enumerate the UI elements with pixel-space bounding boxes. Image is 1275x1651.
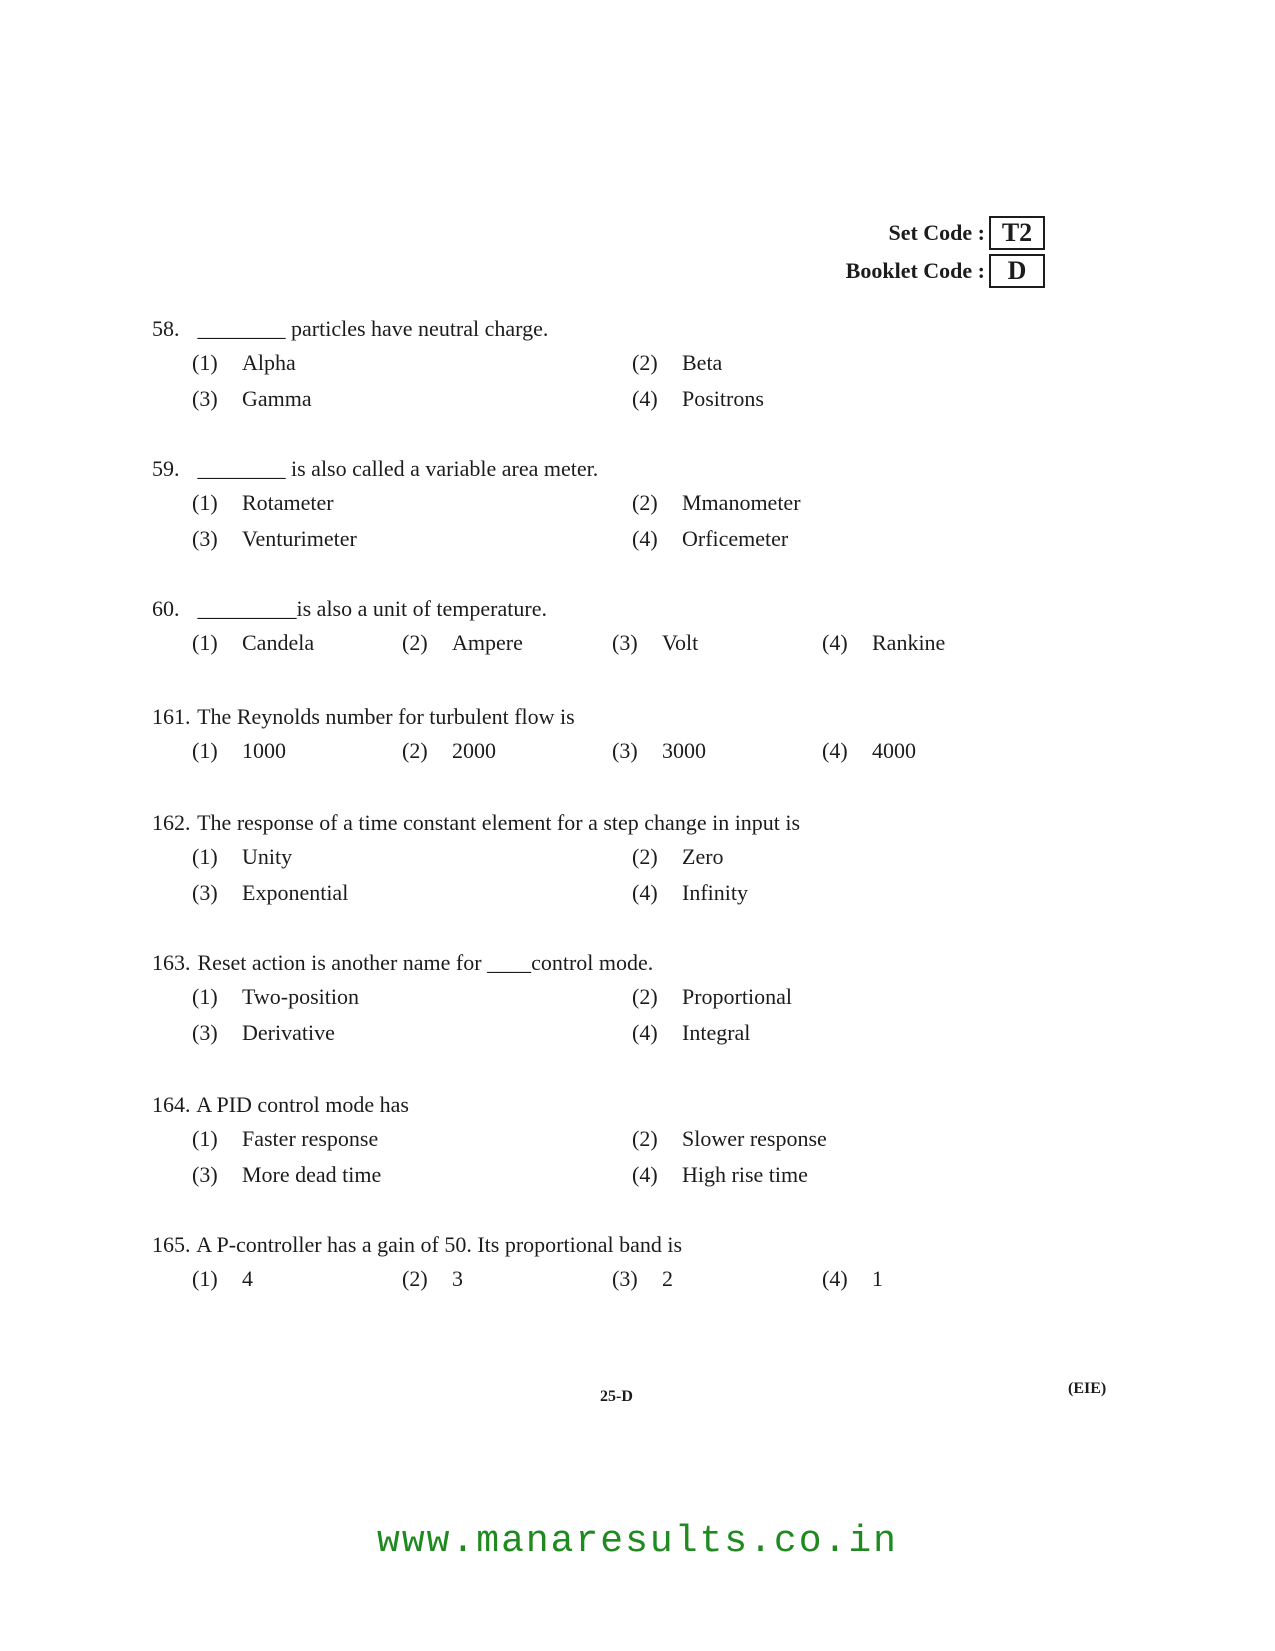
answer-option bbox=[632, 984, 1072, 1010]
option-text: Candela bbox=[242, 630, 315, 655]
option-number: (3) bbox=[612, 1266, 638, 1291]
answer-option bbox=[192, 1126, 632, 1152]
question-stem: The response of a time constant element for a step change in input is bbox=[197, 810, 801, 835]
option-text: Slower response bbox=[682, 1126, 827, 1151]
options-list bbox=[192, 490, 1052, 552]
option-text: 3 bbox=[452, 1266, 463, 1291]
option-text: Ampere bbox=[452, 630, 523, 655]
options-list bbox=[192, 738, 1052, 764]
answer-option bbox=[192, 738, 402, 764]
option-text: Unity bbox=[242, 844, 293, 869]
question-number: 163. bbox=[152, 950, 191, 975]
question-stem: _________is also a unit of temperature. bbox=[197, 596, 547, 621]
option-number: (3) bbox=[612, 630, 638, 655]
option-text: 2000 bbox=[452, 738, 496, 763]
page-number: 25-D bbox=[600, 1388, 633, 1405]
option-number: (1) bbox=[192, 844, 218, 869]
set-code-label: Set Code : bbox=[888, 220, 985, 245]
answer-option bbox=[612, 630, 822, 656]
option-text: 1000 bbox=[242, 738, 286, 763]
subject-code: (EIE) bbox=[1068, 1380, 1107, 1397]
question-stem: Reset action is another name for ____control mode. bbox=[197, 950, 654, 975]
answer-option bbox=[402, 630, 612, 656]
code-block bbox=[846, 216, 1045, 292]
question-number: 60. bbox=[152, 596, 180, 621]
answer-option bbox=[632, 880, 1072, 906]
option-number: (1) bbox=[192, 350, 218, 375]
answer-option bbox=[632, 1162, 1072, 1188]
option-number: (3) bbox=[192, 1162, 218, 1187]
answer-option bbox=[822, 738, 1032, 764]
option-number: (4) bbox=[632, 880, 658, 905]
option-text: Two-position bbox=[242, 984, 360, 1009]
option-number: (2) bbox=[402, 1266, 428, 1291]
answer-option bbox=[192, 490, 632, 516]
question-161 bbox=[152, 704, 1052, 764]
question-stem: The Reynolds number for turbulent flow is bbox=[197, 704, 575, 729]
answer-option bbox=[192, 1020, 632, 1046]
question-number: 162. bbox=[152, 810, 191, 835]
answer-option bbox=[632, 844, 1072, 870]
option-text: Proportional bbox=[682, 984, 792, 1009]
question-164 bbox=[152, 1092, 1052, 1188]
question-stem: A PID control mode has bbox=[196, 1092, 409, 1117]
question-stem: A P-controller has a gain of 50. Its proportional band is bbox=[196, 1232, 683, 1257]
option-number: (1) bbox=[192, 984, 218, 1009]
option-number: (2) bbox=[632, 844, 658, 869]
option-text: 4 bbox=[242, 1266, 253, 1291]
answer-option bbox=[192, 1266, 402, 1292]
answer-option bbox=[822, 630, 1032, 656]
option-number: (2) bbox=[632, 984, 658, 1009]
option-text: Beta bbox=[682, 350, 723, 375]
answer-option bbox=[192, 350, 632, 376]
option-number: (1) bbox=[192, 1126, 218, 1151]
option-text: Volt bbox=[662, 630, 699, 655]
option-number: (4) bbox=[822, 738, 848, 763]
options-list bbox=[192, 1266, 1052, 1292]
question-number: 161. bbox=[152, 704, 191, 729]
option-number: (2) bbox=[402, 630, 428, 655]
question-number: 58. bbox=[152, 316, 180, 341]
options-list bbox=[192, 984, 1052, 1046]
set-code-row bbox=[846, 216, 1045, 250]
options-list bbox=[192, 350, 1052, 412]
answer-option bbox=[402, 738, 612, 764]
option-text: Faster response bbox=[242, 1126, 379, 1151]
answer-option bbox=[192, 880, 632, 906]
option-number: (1) bbox=[192, 738, 218, 763]
option-number: (3) bbox=[612, 738, 638, 763]
answer-option bbox=[632, 1126, 1072, 1152]
question-58 bbox=[152, 316, 1052, 412]
option-number: (2) bbox=[402, 738, 428, 763]
question-162 bbox=[152, 810, 1052, 906]
option-number: (2) bbox=[632, 490, 658, 515]
option-text: Derivative bbox=[242, 1020, 335, 1045]
option-text: Positrons bbox=[682, 386, 764, 411]
answer-option bbox=[612, 738, 822, 764]
option-text: 3000 bbox=[662, 738, 706, 763]
question-number: 165. bbox=[152, 1232, 191, 1257]
option-text: Rankine bbox=[872, 630, 946, 655]
option-number: (4) bbox=[632, 386, 658, 411]
answer-option bbox=[192, 844, 632, 870]
answer-option bbox=[822, 1266, 1032, 1292]
option-number: (3) bbox=[192, 1020, 218, 1045]
answer-option bbox=[632, 386, 1072, 412]
option-text: More dead time bbox=[242, 1162, 382, 1187]
option-text: 4000 bbox=[872, 738, 916, 763]
booklet-code-box: D bbox=[989, 254, 1045, 288]
answer-option bbox=[632, 490, 1072, 516]
option-text: Rotameter bbox=[242, 490, 334, 515]
option-text: Mmanometer bbox=[682, 490, 801, 515]
question-number: 59. bbox=[152, 456, 180, 481]
option-number: (1) bbox=[192, 630, 218, 655]
answer-option bbox=[192, 1162, 632, 1188]
question-163 bbox=[152, 950, 1052, 1046]
option-text: High rise time bbox=[682, 1162, 808, 1187]
option-text: Zero bbox=[682, 844, 724, 869]
option-number: (4) bbox=[632, 1162, 658, 1187]
option-number: (2) bbox=[632, 1126, 658, 1151]
answer-option bbox=[402, 1266, 612, 1292]
answer-option bbox=[632, 350, 1072, 376]
option-number: (4) bbox=[822, 630, 848, 655]
question-number: 164. bbox=[152, 1092, 191, 1117]
option-number: (2) bbox=[632, 350, 658, 375]
set-code-box: T2 bbox=[989, 216, 1045, 250]
question-stem: ________ is also called a variable area meter. bbox=[197, 456, 599, 481]
question-text bbox=[152, 456, 1052, 482]
question-165 bbox=[152, 1232, 1052, 1292]
watermark-url: www.manaresults.co.in bbox=[377, 1520, 898, 1563]
answer-option bbox=[192, 984, 632, 1010]
options-list bbox=[192, 1126, 1052, 1188]
option-text: 2 bbox=[662, 1266, 673, 1291]
question-text bbox=[152, 1092, 1052, 1118]
option-text: Exponential bbox=[242, 880, 349, 905]
answer-option bbox=[632, 526, 1072, 552]
option-text: Alpha bbox=[242, 350, 296, 375]
option-number: (1) bbox=[192, 1266, 218, 1291]
question-stem: ________ particles have neutral charge. bbox=[197, 316, 549, 341]
answer-option bbox=[192, 386, 632, 412]
option-number: (3) bbox=[192, 386, 218, 411]
question-text bbox=[152, 596, 1052, 622]
question-text bbox=[152, 704, 1052, 730]
option-text: 1 bbox=[872, 1266, 883, 1291]
option-text: Venturimeter bbox=[242, 526, 357, 551]
option-number: (3) bbox=[192, 526, 218, 551]
question-text bbox=[152, 316, 1052, 342]
answer-option bbox=[192, 526, 632, 552]
question-text bbox=[152, 810, 1052, 836]
question-text bbox=[152, 950, 1052, 976]
option-number: (3) bbox=[192, 880, 218, 905]
answer-option bbox=[612, 1266, 822, 1292]
question-59 bbox=[152, 456, 1052, 552]
option-number: (1) bbox=[192, 490, 218, 515]
answer-option bbox=[632, 1020, 1072, 1046]
options-list bbox=[192, 844, 1052, 906]
option-text: Orficemeter bbox=[682, 526, 789, 551]
option-number: (4) bbox=[632, 526, 658, 551]
option-text: Infinity bbox=[682, 880, 748, 905]
question-text bbox=[152, 1232, 1052, 1258]
option-text: Gamma bbox=[242, 386, 312, 411]
answer-option bbox=[192, 630, 402, 656]
option-number: (4) bbox=[632, 1020, 658, 1045]
options-list bbox=[192, 630, 1052, 656]
booklet-code-row bbox=[846, 254, 1045, 288]
option-number: (4) bbox=[822, 1266, 848, 1291]
question-60 bbox=[152, 596, 1052, 656]
option-text: Integral bbox=[682, 1020, 751, 1045]
booklet-code-label: Booklet Code : bbox=[845, 258, 985, 283]
